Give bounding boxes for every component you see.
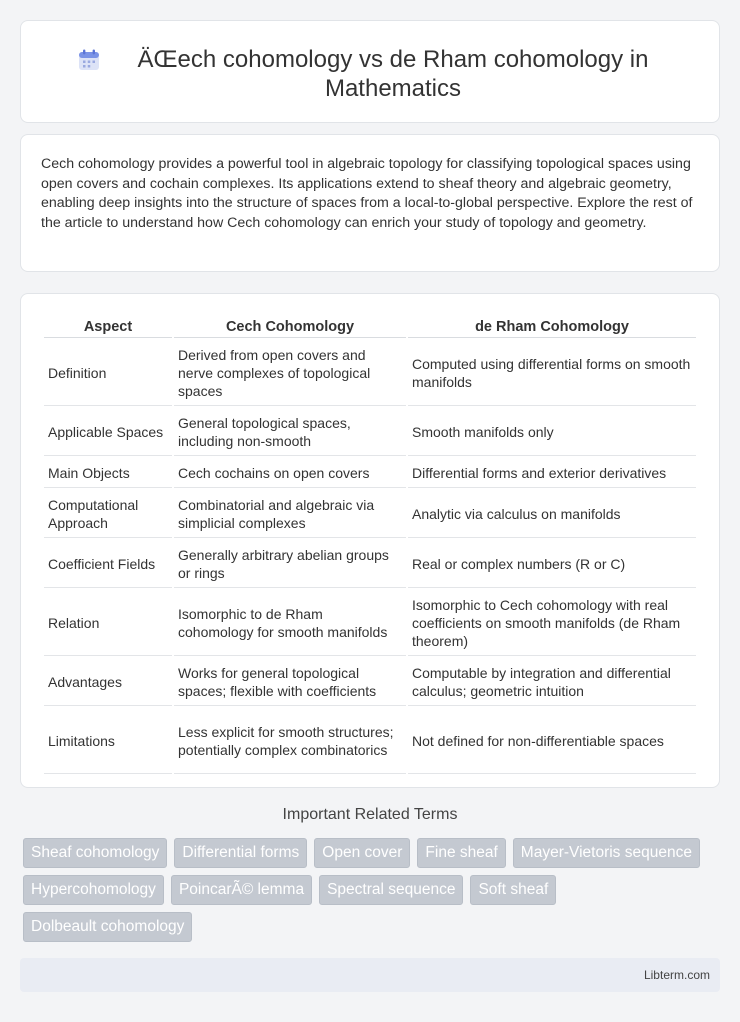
cell-cech: Generally arbitrary abelian groups or rings: [174, 540, 406, 588]
cell-aspect: Computational Approach: [44, 490, 172, 538]
tag-poincare-lemma[interactable]: PoincarÃ© lemma: [171, 875, 312, 905]
intro-card: [20, 134, 720, 272]
tag-fine-sheaf[interactable]: Fine sheaf: [417, 838, 505, 868]
tag-sheaf-cohomology[interactable]: Sheaf cohomology: [23, 838, 167, 868]
comparison-table: [42, 314, 698, 776]
title-card: [20, 20, 720, 123]
table-row: [44, 708, 696, 774]
cell-aspect: Relation: [44, 590, 172, 656]
cell-cech: General topological spaces, including non-smooth: [174, 408, 406, 456]
tag-hypercohomology[interactable]: Hypercohomology: [23, 875, 164, 905]
cell-aspect: Coefficient Fields: [44, 540, 172, 588]
cell-de-rham: Computable by integration and differential calculus; geometric intuition: [408, 658, 696, 706]
tag-mayer-vietoris-sequence[interactable]: Mayer-Vietoris sequence: [513, 838, 700, 868]
header-cech: Cech Cohomology: [174, 316, 406, 338]
cell-de-rham: Differential forms and exterior derivatives: [408, 458, 696, 488]
table-row: [44, 590, 696, 656]
cell-aspect: Applicable Spaces: [44, 408, 172, 456]
calendar-icon: [77, 48, 101, 72]
tag-dolbeault-cohomology[interactable]: Dolbeault cohomology: [23, 912, 192, 942]
table-row: [44, 340, 696, 406]
related-terms-title: Important Related Terms: [282, 806, 458, 823]
footer-site-link[interactable]: Libterm.com: [643, 968, 710, 982]
related-terms-section: [20, 806, 720, 942]
cell-de-rham: Not defined for non-differentiable spaces: [408, 708, 696, 774]
comparison-card: [20, 293, 720, 788]
header-aspect: Aspect: [44, 316, 172, 338]
table-row: [44, 658, 696, 706]
cell-cech: Derived from open covers and nerve complexes of topological spaces: [174, 340, 406, 406]
cell-aspect: Limitations: [44, 708, 172, 774]
table-header-row: [44, 316, 696, 338]
cell-de-rham: Real or complex numbers (R or C): [408, 540, 696, 588]
cell-aspect: Definition: [44, 340, 172, 406]
tag-differential-forms[interactable]: Differential forms: [174, 838, 307, 868]
cell-aspect: Advantages: [44, 658, 172, 706]
table-row: [44, 458, 696, 488]
cell-cech: Combinatorial and algebraic via simplicial complexes: [174, 490, 406, 538]
intro-paragraph: Cech cohomology provides a powerful tool in algebraic topology for classifying topological spaces using open covers and cochain complexes. Its applications extend to sheaf theory and algebraic geometry, enabling deep insights into the structure of spaces from a local-to-global perspective. Explore the rest of the article to understand how Cech cohomology can enrich your study of topology and geometry.: [41, 156, 693, 231]
tag-soft-sheaf[interactable]: Soft sheaf: [470, 875, 556, 905]
cell-de-rham: Smooth manifolds only: [408, 408, 696, 456]
footer: [20, 958, 720, 992]
cell-de-rham: Analytic via calculus on manifolds: [408, 490, 696, 538]
cell-cech: Isomorphic to de Rham cohomology for smooth manifolds: [174, 590, 406, 656]
related-tags: [20, 838, 720, 942]
page-title: ÄŒech cohomology vs de Rham cohomology in Mathematics: [137, 46, 649, 102]
cell-cech: Cech cochains on open covers: [174, 458, 406, 488]
header-de-rham: de Rham Cohomology: [408, 316, 696, 338]
cell-de-rham: Isomorphic to Cech cohomology with real coefficients on smooth manifolds (de Rham theorem): [408, 590, 696, 656]
title-row: [77, 45, 663, 103]
tag-open-cover[interactable]: Open cover: [314, 838, 410, 868]
tag-spectral-sequence[interactable]: Spectral sequence: [319, 875, 463, 905]
cell-de-rham: Computed using differential forms on smooth manifolds: [408, 340, 696, 406]
cell-cech: Less explicit for smooth structures; potentially complex combinatorics: [174, 708, 406, 774]
cell-cech: Works for general topological spaces; flexible with coefficients: [174, 658, 406, 706]
table-row: [44, 408, 696, 456]
table-row: [44, 490, 696, 538]
table-row: [44, 540, 696, 588]
cell-aspect: Main Objects: [44, 458, 172, 488]
